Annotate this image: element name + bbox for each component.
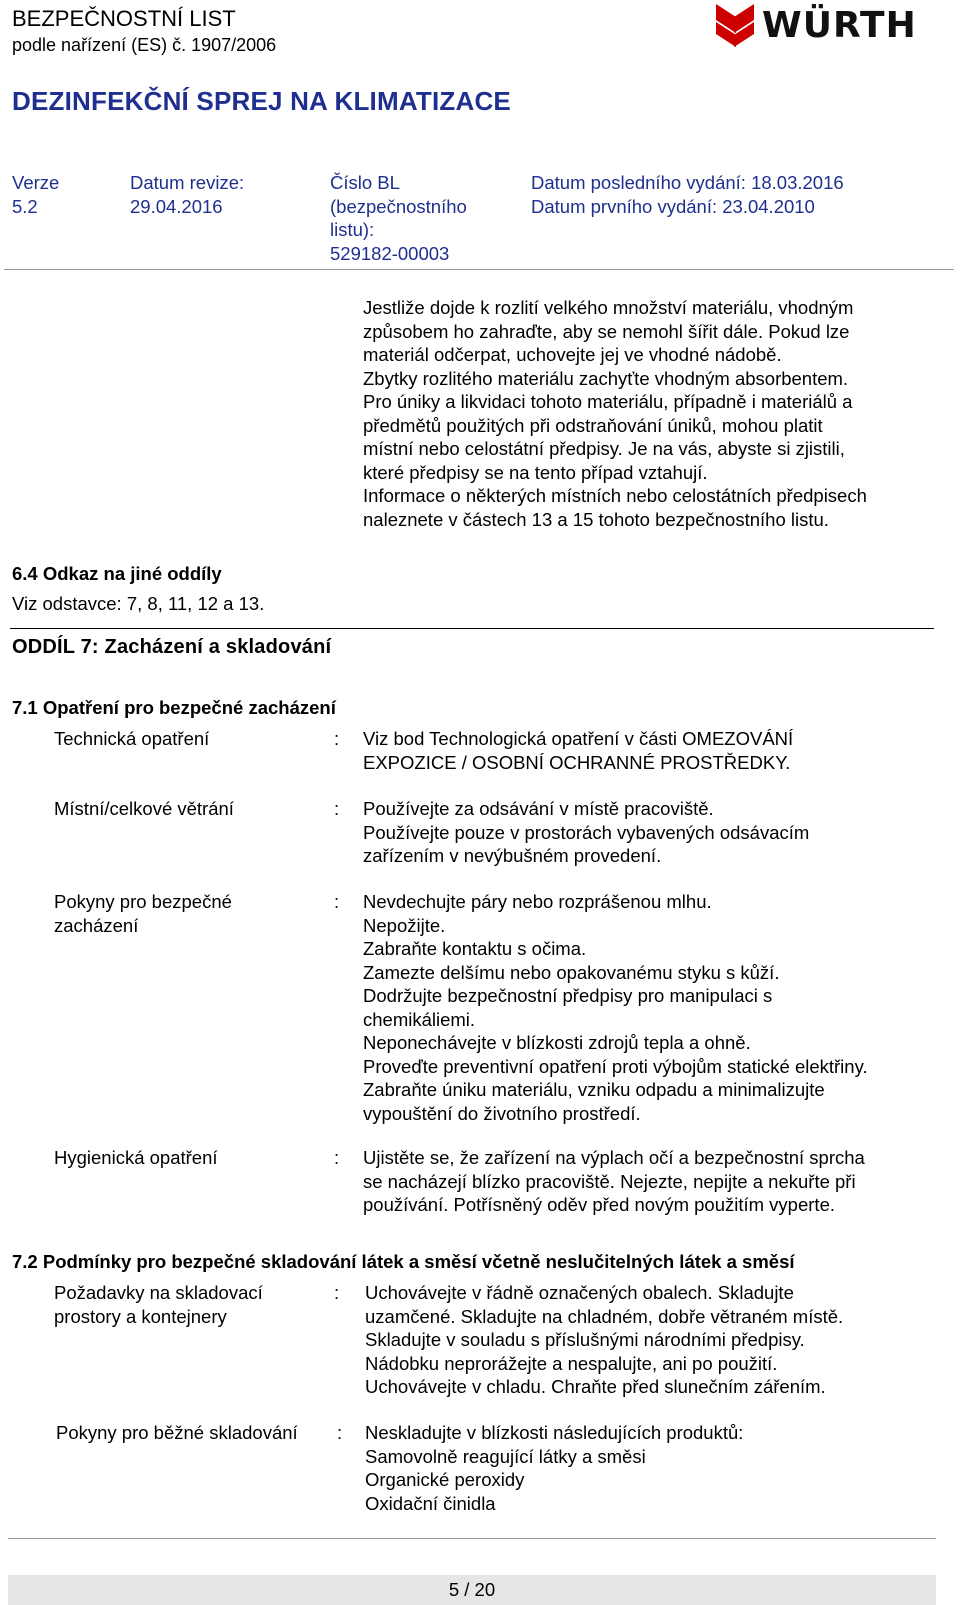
text-line: Samovolně reagující látky a směsi bbox=[365, 1445, 646, 1467]
text-line: které předpisy se na tento případ vztahují. bbox=[363, 461, 708, 483]
section-6-4-text: Viz odstavce: 7, 8, 11, 12 a 13. bbox=[12, 593, 265, 614]
label-line: prostory a kontejnery bbox=[54, 1305, 227, 1327]
row-value-safe-handling bbox=[363, 890, 868, 1125]
label-line: Místní/celkové větrání bbox=[54, 798, 234, 819]
text-line: chemikáliemi. bbox=[363, 1008, 476, 1030]
label-line: Pokyny pro bezpečné bbox=[54, 891, 232, 912]
text-line: používání. Potřísněný oděv před novým použitím vyperte. bbox=[363, 1194, 835, 1215]
row-label-technical-measures bbox=[54, 727, 209, 751]
text-line: zařízením v nevýbušném provedení. bbox=[363, 845, 662, 866]
text-line: Jestliže dojde k rozlití velkého množství materiálu, vhodným bbox=[363, 297, 854, 318]
section-7-rule bbox=[10, 628, 934, 629]
text-line: EXPOZICE / OSOBNÍ OCHRANNÉ PROSTŘEDKY. bbox=[363, 751, 791, 773]
version-label: Verze bbox=[12, 172, 60, 193]
row-value-technical-measures bbox=[363, 727, 793, 774]
version-block bbox=[12, 171, 59, 218]
version-value: 5.2 bbox=[12, 195, 38, 217]
sds-number-value: 529182-00003 bbox=[330, 242, 450, 264]
sds-number-label-line: Číslo BL bbox=[330, 172, 400, 193]
text-line: Zbytky rozlitého materiálu zachyťte vhodným absorbentem. bbox=[363, 367, 849, 389]
row-colon: : bbox=[334, 728, 340, 749]
text-line: Pro úniky a likvidaci tohoto materiálu, případně i materiálů a bbox=[363, 391, 853, 412]
revision-block bbox=[130, 171, 244, 218]
subsection-7-2-heading: 7.2 Podmínky pro bezpečné skladování látek a směsí včetně neslučitelných látek a směsí bbox=[12, 1251, 795, 1272]
row-colon: : bbox=[334, 1282, 340, 1303]
text-line: naleznete v částech 13 a 15 tohoto bezpečnostního listu. bbox=[363, 508, 829, 530]
regulation-reference: podle nařízení (ES) č. 1907/2006 bbox=[12, 35, 277, 55]
section-6-4-heading: 6.4 Odkaz na jiné oddíly bbox=[12, 563, 222, 584]
product-name: DEZINFEKČNÍ SPREJ NA KLIMATIZACE bbox=[12, 86, 511, 116]
label-line: Požadavky na skladovací bbox=[54, 1282, 263, 1303]
text-line: Neskladujte v blízkosti následujících produktů: bbox=[365, 1422, 744, 1443]
row-label-storage-requirements bbox=[54, 1281, 263, 1328]
row-value-hygiene bbox=[363, 1146, 865, 1217]
text-line: uzamčené. Skladujte na chladném, dobře větraném místě. bbox=[365, 1305, 844, 1327]
row-colon: : bbox=[334, 1147, 340, 1168]
row-label-safe-handling bbox=[54, 890, 232, 937]
text-line: Zabraňte kontaktu s očima. bbox=[363, 938, 587, 959]
section-7-heading: ODDÍL 7: Zacházení a skladování bbox=[12, 636, 332, 658]
row-colon: : bbox=[334, 891, 340, 912]
text-line: Zabraňte úniku materiálu, vzniku odpadu a minimalizujte bbox=[363, 1079, 825, 1100]
text-line: se nacházejí blízko pracoviště. Nejezte, nepijte a nekuřte při bbox=[363, 1170, 856, 1192]
last-issue-date: Datum posledního vydání: 18.03.2016 bbox=[531, 172, 844, 193]
text-line: Skladujte v souladu s příslušnými národními předpisy. bbox=[365, 1329, 805, 1350]
sds-number-label-line: listu): bbox=[330, 219, 375, 240]
text-line: Proveďte preventivní opatření proti výbojům statické elektřiny. bbox=[363, 1055, 868, 1077]
page-number: 5 / 20 bbox=[448, 1579, 496, 1600]
text-line: Neponechávejte v blízkosti zdrojů tepla a ohně. bbox=[363, 1032, 751, 1053]
row-value-storage-requirements bbox=[365, 1281, 843, 1399]
text-line: Ujistěte se, že zařízení na výplach očí a bezpečnostní sprcha bbox=[363, 1147, 865, 1168]
text-line: Viz bod Technologická opatření v části OMEZOVÁNÍ bbox=[363, 728, 794, 749]
text-line: Nepožijte. bbox=[363, 914, 446, 936]
revision-value: 29.04.2016 bbox=[130, 195, 223, 217]
row-label-ventilation bbox=[54, 797, 234, 821]
document-type: BEZPEČNOSTNÍ LIST bbox=[12, 6, 236, 31]
row-value-ventilation bbox=[363, 797, 809, 868]
text-line: Uchovávejte v řádně označených obalech. Skladujte bbox=[365, 1282, 794, 1303]
header-divider bbox=[4, 269, 954, 270]
row-label-common-storage bbox=[56, 1421, 298, 1445]
text-line: Zamezte delšímu nebo opakovanému styku s kůží. bbox=[363, 961, 780, 983]
row-colon: : bbox=[337, 1422, 343, 1443]
sds-number-label-line: (bezpečnostního bbox=[330, 195, 467, 217]
text-line: Dodržujte bezpečnostní předpisy pro manipulaci s bbox=[363, 985, 773, 1006]
text-line: Používejte za odsávání v místě pracoviště. bbox=[363, 798, 714, 819]
issue-dates-block bbox=[531, 171, 844, 218]
label-line: Hygienická opatření bbox=[54, 1147, 218, 1168]
label-line: Technická opatření bbox=[54, 728, 210, 749]
revision-label: Datum revize: bbox=[130, 172, 245, 193]
wurth-logo-text: WÜRTH bbox=[762, 5, 917, 46]
text-line: Oxidační činidla bbox=[365, 1492, 496, 1514]
text-line: vypouštění do životního prostředí. bbox=[363, 1102, 641, 1124]
label-line: zacházení bbox=[54, 914, 139, 936]
text-line: předmětů použitých při odstraňování úniků, mohou platit bbox=[363, 414, 823, 436]
footer-divider bbox=[8, 1538, 936, 1539]
subsection-7-1-heading: 7.1 Opatření pro bezpečné zacházení bbox=[12, 697, 336, 718]
row-value-common-storage bbox=[365, 1421, 743, 1515]
row-colon: : bbox=[334, 798, 340, 819]
footer-bar bbox=[8, 1575, 936, 1605]
row-label-hygiene bbox=[54, 1146, 218, 1170]
text-line: způsobem ho zahraďte, aby se nemohl šířit dále. Pokud lze bbox=[363, 320, 850, 342]
wurth-logo bbox=[714, 3, 932, 49]
text-line: Uchovávejte v chladu. Chraňte před slunečním zářením. bbox=[365, 1376, 826, 1397]
text-line: Organické peroxidy bbox=[365, 1469, 525, 1490]
text-line: materiál odčerpat, uchovejte jej ve vhodné nádobě. bbox=[363, 344, 782, 365]
text-line: Používejte pouze v prostorách vybavených odsávacím bbox=[363, 821, 810, 843]
first-issue-date: Datum prvního vydání: 23.04.2010 bbox=[531, 195, 815, 217]
text-line: Informace o některých místních nebo celostátních předpisech bbox=[363, 485, 867, 506]
sds-number-block bbox=[330, 171, 467, 265]
text-line: Nádobku neprorážejte a nespalujte, ani po použití. bbox=[365, 1352, 778, 1374]
label-line: Pokyny pro běžné skladování bbox=[56, 1422, 298, 1443]
text-line: Nevdechujte páry nebo rozprášenou mlhu. bbox=[363, 891, 712, 912]
text-line: místní nebo celostátní předpisy. Je na vás, abyste si zjistili, bbox=[363, 438, 845, 459]
spill-cleanup-text bbox=[363, 296, 867, 531]
